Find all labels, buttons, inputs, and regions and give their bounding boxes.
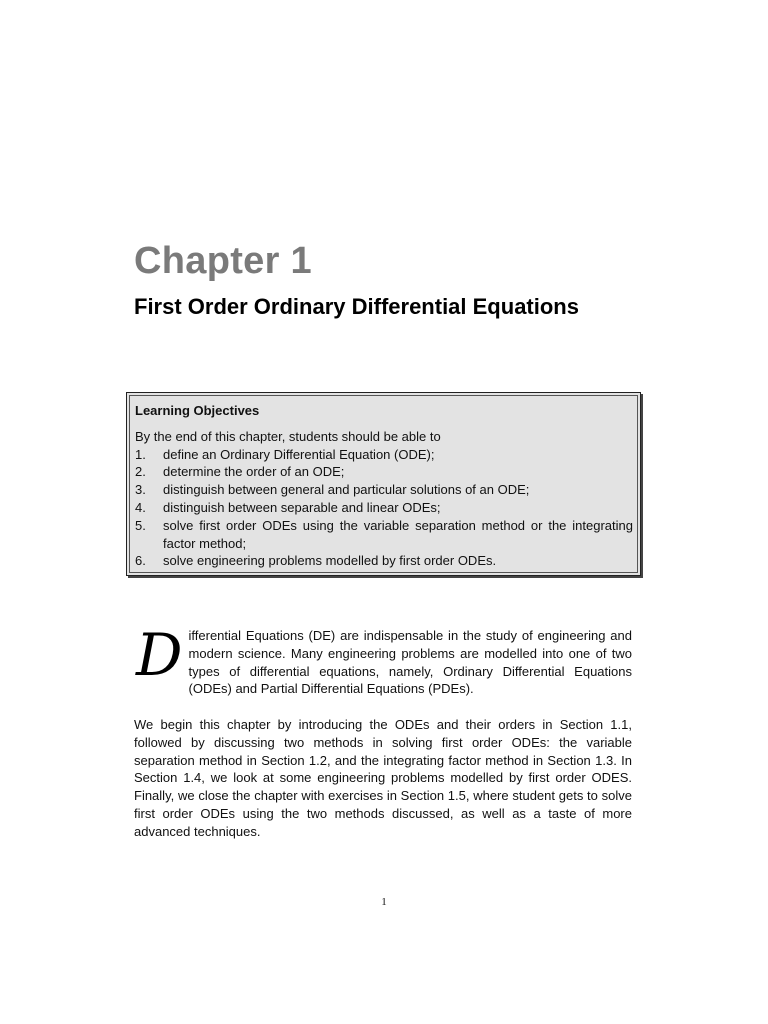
chapter-number: Chapter 1 [134,240,312,282]
objective-item [135,499,633,517]
intro-paragraph-text: ifferential Equations (DE) are indispensable in the study of engineering and modern science. Many engineering problems are modelled into one of two types of differential equations, namely, Ordinary Differential Equations (ODEs) and Partial Differential Equations (PDEs). [188,628,632,697]
objective-text: solve engineering problems modelled by first order ODEs. [163,553,497,569]
objective-text: define an Ordinary Differential Equation (ODE); [163,446,435,462]
overview-paragraph: We begin this chapter by introducing the ODEs and their orders in Section 1.1, followed by discussing two methods in solving first order ODEs: the variable separation method in Section 1.2, and the integrating factor method in Section 1.3. In Section 1.4, we look at some engineering problems modelled by first order ODES. Finally, we close the chapter with exercises in Section 1.5, where student gets to solve first order ODEs using the two methods discussed, as well as a taste of more advanced techniques. [134,717,632,839]
drop-cap: D [136,621,183,689]
objective-item [135,481,633,499]
objective-number: 2. [135,464,146,480]
intro-paragraph [134,621,632,698]
objectives-heading: Learning Objectives [135,403,260,418]
chapter-title: First Order Ordinary Differential Equations [134,294,579,319]
objective-text: determine the order of an ODE; [163,464,345,480]
learning-objectives-box [126,392,641,576]
objective-number: 3. [135,482,146,498]
objective-number: 1. [135,446,146,462]
objectives-intro: By the end of this chapter, students should be able to [135,428,441,444]
page-number: 1 [381,896,387,908]
objective-number: 5. [135,517,146,533]
objectives-list [135,446,633,571]
objective-item [135,463,633,481]
objective-text: distinguish between separable and linear ODEs; [163,499,441,515]
objective-number: 4. [135,499,146,515]
objective-text: distinguish between general and particular solutions of an ODE; [163,482,530,498]
objective-item [135,446,633,464]
objective-number: 6. [135,553,146,569]
objective-item [135,517,633,553]
objective-text: solve first order ODEs using the variable separation method or the integrating factor method; [163,517,633,551]
objective-item [135,552,633,570]
